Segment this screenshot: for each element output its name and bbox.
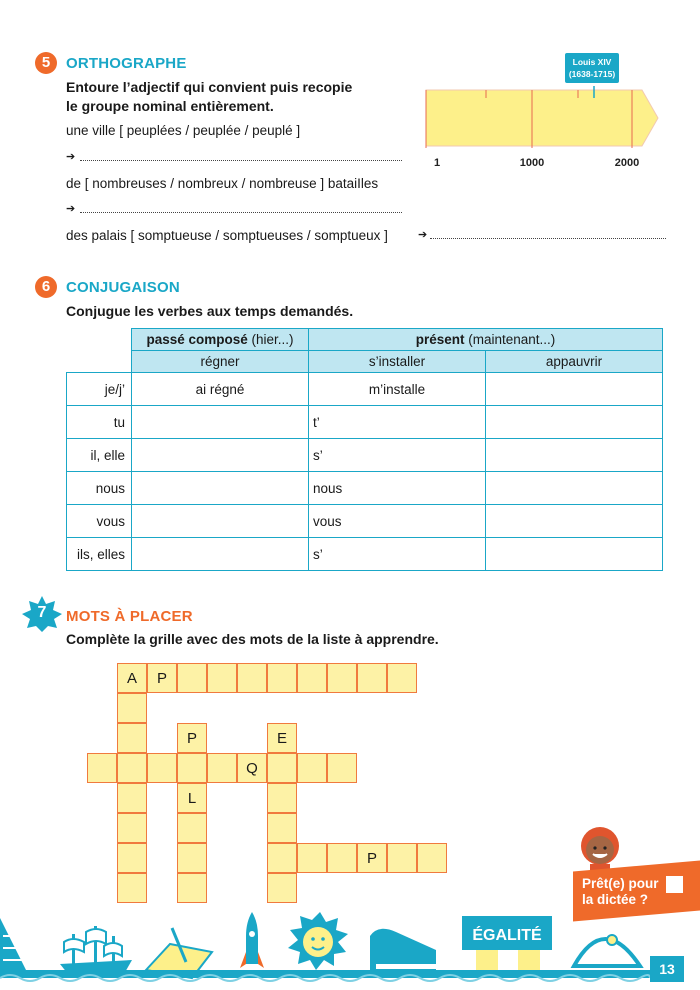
crossword-cell[interactable] xyxy=(357,663,387,693)
answer-line-2[interactable] xyxy=(80,212,402,213)
exercise-5-badge: 5 xyxy=(35,52,57,74)
table-row xyxy=(67,472,663,505)
crossword-cell[interactable]: P xyxy=(147,663,177,693)
exercise-5-line-2: de [ nombreuses / nombreux / nombreuse ] bataiIles xyxy=(66,176,379,191)
table-row xyxy=(67,439,663,472)
crossword-cell[interactable] xyxy=(297,663,327,693)
answer-line-3[interactable] xyxy=(430,238,666,239)
rocket-icon xyxy=(240,912,264,968)
table-row xyxy=(67,505,663,538)
answer-cell[interactable] xyxy=(132,538,309,571)
egalite-sign-icon xyxy=(462,916,552,970)
crossword-cell[interactable] xyxy=(267,873,297,903)
table-row xyxy=(67,373,663,406)
exercise-5-line-3: des palais [ somptueuse / somptueuses / somptueux ] xyxy=(66,228,388,243)
answer-cell[interactable] xyxy=(486,538,663,571)
header-past: passé composé (hier...) xyxy=(132,329,309,351)
answer-line-1[interactable] xyxy=(80,160,402,161)
exercise-6-instruction: Conjugue les verbes aux temps demandés. xyxy=(66,303,354,319)
arrow-icon: ➔ xyxy=(418,229,428,241)
exercise-6-title: CONJUGAISON xyxy=(66,279,180,296)
timeline-label-name: Louis XIV xyxy=(572,57,612,67)
crossword-cell[interactable] xyxy=(297,843,327,873)
answer-cell[interactable] xyxy=(486,439,663,472)
answer-cell[interactable] xyxy=(486,472,663,505)
exercise-5-instruction-2: le groupe nominal entièrement. xyxy=(66,98,274,114)
page-number: 13 xyxy=(650,956,684,982)
verb-header: régner xyxy=(132,351,309,373)
answer-cell[interactable] xyxy=(132,406,309,439)
exercise-7-title: MOTS À PLACER xyxy=(66,608,193,625)
crossword-cell[interactable] xyxy=(267,813,297,843)
crossword-cell[interactable] xyxy=(117,753,147,783)
crossword-cell[interactable]: Q xyxy=(237,753,267,783)
pronoun-cell: nous xyxy=(67,472,132,505)
crossword-cell[interactable] xyxy=(177,813,207,843)
crossword-cell[interactable] xyxy=(147,753,177,783)
timeline-tick-2000: 2000 xyxy=(614,157,640,169)
crossword-cell[interactable] xyxy=(117,693,147,723)
answer-cell[interactable]: m’installe xyxy=(309,373,486,406)
answer-cell[interactable]: s’ xyxy=(309,439,486,472)
crossword-cell[interactable] xyxy=(87,753,117,783)
timeline-tick-1: 1 xyxy=(433,157,441,169)
crossword-cell[interactable]: E xyxy=(267,723,297,753)
exercise-6-badge: 6 xyxy=(35,276,57,298)
footer-illustration xyxy=(0,906,700,990)
answer-cell[interactable] xyxy=(486,505,663,538)
egalite-sign-text: ÉGALITÉ xyxy=(472,927,542,944)
crossword-cell[interactable]: A xyxy=(117,663,147,693)
pronoun-cell: vous xyxy=(67,505,132,538)
crossword-cell[interactable] xyxy=(117,873,147,903)
arrow-icon: ➔ xyxy=(66,151,76,163)
exercise-7-badge: 7 xyxy=(37,604,47,621)
answer-cell[interactable] xyxy=(132,439,309,472)
crossword-cell[interactable] xyxy=(117,723,147,753)
crossword-cell[interactable] xyxy=(417,843,447,873)
pronoun-cell: je/j’ xyxy=(67,373,132,406)
table-row xyxy=(67,406,663,439)
crossword-cell[interactable] xyxy=(177,753,207,783)
answer-cell[interactable]: ai régné xyxy=(132,373,309,406)
answer-cell[interactable]: nous xyxy=(309,472,486,505)
table-corner xyxy=(67,329,132,351)
exercise-5-instruction-1: Entoure l’adjectif qui convient puis recopie xyxy=(66,79,353,95)
crossword-cell[interactable]: P xyxy=(177,723,207,753)
dictation-checkbox[interactable] xyxy=(666,876,683,893)
piano-icon xyxy=(370,929,436,970)
crossword-cell[interactable] xyxy=(327,843,357,873)
dictation-text xyxy=(582,876,659,908)
crossword-cell[interactable] xyxy=(267,783,297,813)
dome-icon xyxy=(574,935,640,966)
answer-cell[interactable] xyxy=(132,472,309,505)
verb-header: appauvrir xyxy=(486,351,663,373)
table-corner xyxy=(67,351,132,373)
table-row xyxy=(67,538,663,571)
crossword-cell[interactable] xyxy=(117,813,147,843)
timeline-tick-1000: 1000 xyxy=(519,157,545,169)
crossword-cell[interactable] xyxy=(177,663,207,693)
header-present: présent (maintenant...) xyxy=(309,329,663,351)
arrow-icon: ➔ xyxy=(66,203,76,215)
timeline-label-dates: (1638-1715) xyxy=(568,69,616,79)
crossword-cell[interactable] xyxy=(207,753,237,783)
dictation-line-1: Prêt(e) pour xyxy=(582,876,659,891)
answer-cell[interactable]: s’ xyxy=(309,538,486,571)
answer-cell[interactable]: vous xyxy=(309,505,486,538)
crossword-cell[interactable] xyxy=(237,663,267,693)
crossword-cell[interactable] xyxy=(327,753,357,783)
crossword-cell[interactable] xyxy=(267,663,297,693)
crossword-cell[interactable]: P xyxy=(357,843,387,873)
crossword-cell[interactable] xyxy=(387,843,417,873)
crossword-cell[interactable] xyxy=(117,843,147,873)
crossword-cell[interactable] xyxy=(267,843,297,873)
pronoun-cell: il, elle xyxy=(67,439,132,472)
pronoun-cell: tu xyxy=(67,406,132,439)
crossword-cell[interactable] xyxy=(207,663,237,693)
crossword-cell[interactable] xyxy=(297,753,327,783)
exercise-5-title: ORTHOGRAPHE xyxy=(66,55,187,72)
crossword-cell[interactable] xyxy=(267,753,297,783)
sun-icon xyxy=(288,912,348,970)
answer-cell[interactable] xyxy=(486,373,663,406)
verb-header: s’installer xyxy=(309,351,486,373)
crossword-cell[interactable] xyxy=(387,663,417,693)
answer-cell[interactable] xyxy=(132,505,309,538)
crossword-cell[interactable] xyxy=(177,843,207,873)
answer-cell[interactable]: t’ xyxy=(309,406,486,439)
conjugation-table xyxy=(66,328,663,571)
pronoun-cell: ils, elles xyxy=(67,538,132,571)
timeline xyxy=(420,48,670,176)
crossword-cell[interactable] xyxy=(117,783,147,813)
exercise-5-line-1: une ville [ peuplées / peuplée / peuplé ] xyxy=(66,123,301,138)
answer-cell[interactable] xyxy=(486,406,663,439)
exercise-7-instruction: Complète la grille avec des mots de la liste à apprendre. xyxy=(66,631,439,647)
crossword-cell[interactable] xyxy=(177,873,207,903)
dictation-line-2: la dictée ? xyxy=(582,892,649,907)
ship-icon xyxy=(60,926,132,974)
crossword-cell[interactable]: L xyxy=(177,783,207,813)
crossword-cell[interactable] xyxy=(327,663,357,693)
